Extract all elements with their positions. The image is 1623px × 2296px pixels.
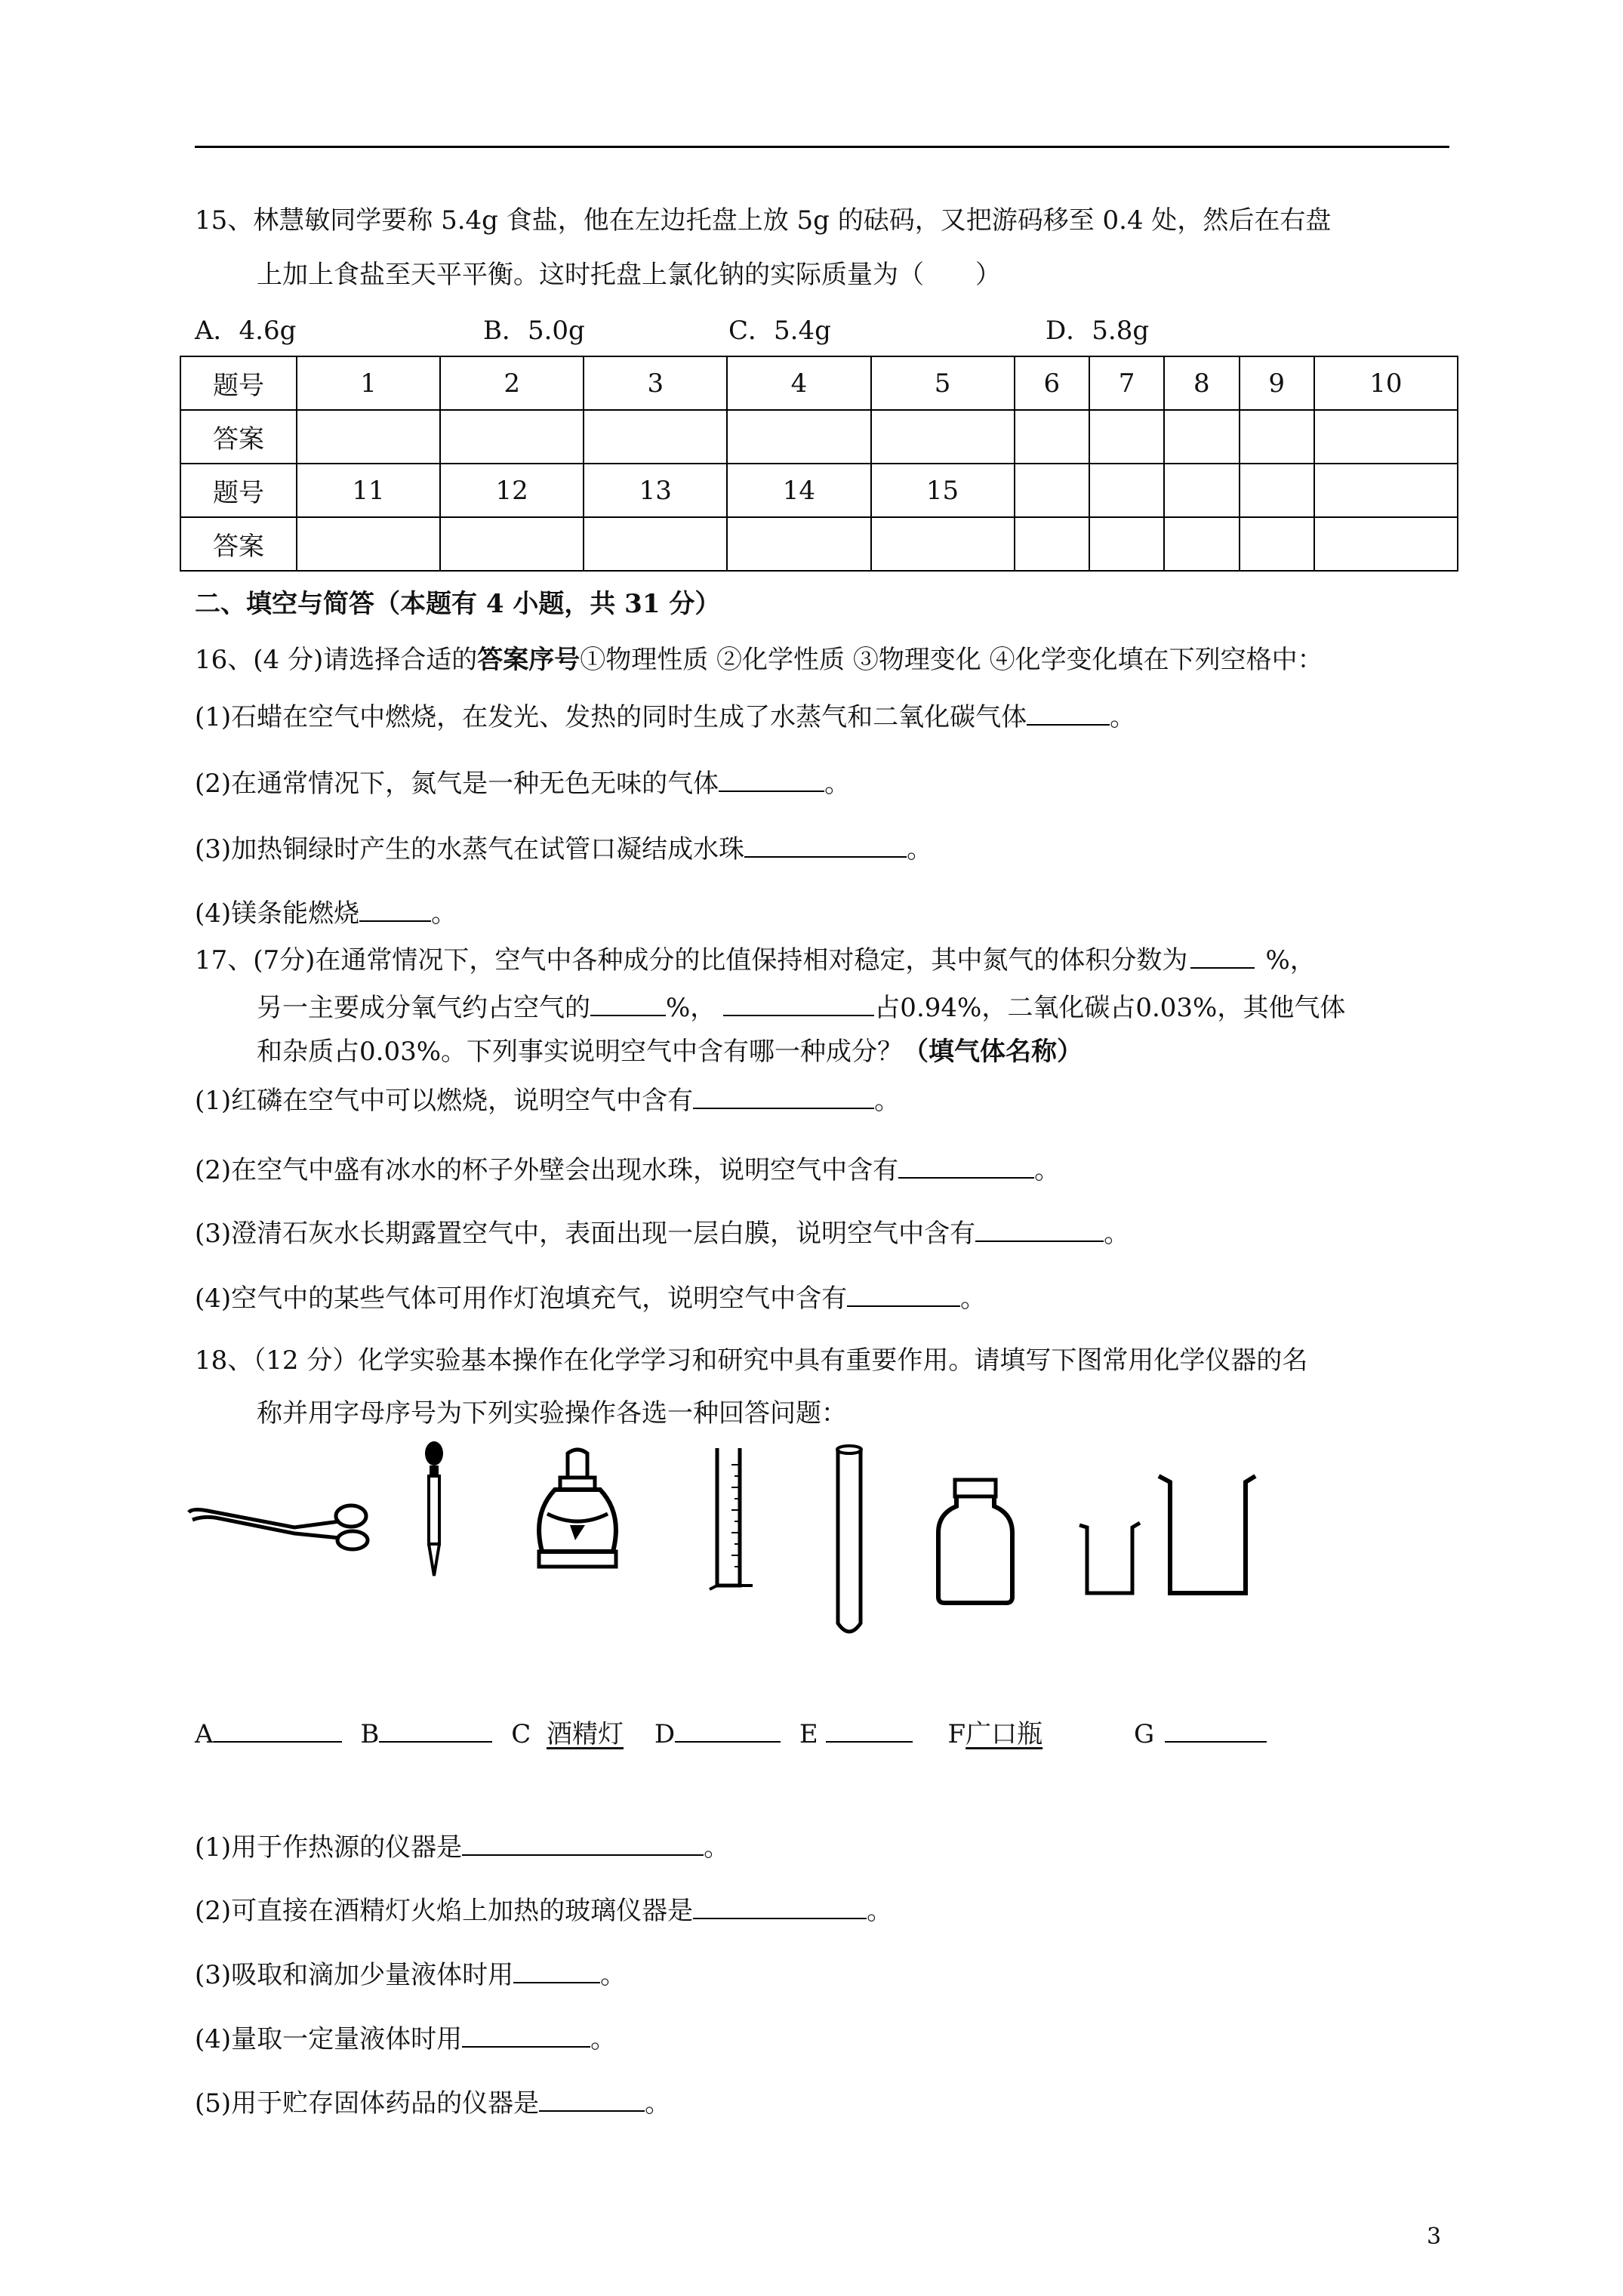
table-header-cell: 答案 — [180, 517, 297, 571]
graduated-cylinder-icon — [706, 1442, 759, 1601]
period: 。 — [590, 2024, 617, 2054]
answer-cell[interactable] — [1240, 517, 1314, 571]
answer-cell[interactable] — [1314, 410, 1458, 464]
q18-item-3 — [195, 1959, 626, 1992]
table-header-cell: 题号 — [180, 464, 297, 517]
q18-item-3-text: (3)吸取和滴加少量液体时用 — [195, 1960, 514, 1990]
period: 。 — [1110, 702, 1136, 732]
table-cell: 12 — [440, 464, 584, 517]
q17-blank-argon[interactable] — [723, 992, 874, 1016]
q18-item-5 — [195, 2087, 670, 2120]
table-cell: 14 — [727, 464, 870, 517]
table-cell: 11 — [297, 464, 440, 517]
answer-cell[interactable] — [1015, 410, 1089, 464]
table-cell: 1 — [297, 356, 440, 410]
q15-option-c: C．5.4g — [728, 316, 831, 346]
dropper-icon — [419, 1438, 449, 1578]
label-b: B — [360, 1719, 380, 1749]
label-c-name: 酒精灯 — [547, 1719, 624, 1749]
answer-cell[interactable] — [1089, 517, 1164, 571]
blank-e[interactable] — [826, 1718, 913, 1743]
table-cell: 5 — [871, 356, 1015, 410]
table-cell: 7 — [1089, 356, 1164, 410]
q17-blank-nitrogen[interactable] — [1190, 945, 1255, 969]
q17-item-2 — [195, 1154, 1060, 1187]
q18-blank-3[interactable] — [513, 1959, 600, 1983]
period: 。 — [960, 1284, 987, 1314]
answer-table — [180, 356, 1458, 572]
answer-cell[interactable] — [584, 410, 727, 464]
q15-option-d: D．5.8g — [1046, 316, 1150, 346]
table-cell: 15 — [871, 464, 1015, 517]
period: 。 — [824, 769, 851, 799]
q16-item-1-text: (1)石蜡在空气中燃烧，在发光、发热的同时生成了水蒸气和二氧化碳气体 — [195, 702, 1027, 732]
q15-line1: 15、林慧敏同学要称 5.4g 食盐，他在左边托盘上放 5g 的砝码，又把游码移至 0.4 处，然后在右盘 — [195, 205, 1332, 236]
answer-cell[interactable] — [727, 517, 870, 571]
table-cell — [1164, 464, 1239, 517]
q17-line2-text: 另一主要成分氧气约占空气的 — [257, 993, 590, 1023]
answer-cell[interactable] — [297, 517, 440, 571]
table-row — [180, 356, 1458, 410]
q15-line2: 上加上食盐至天平平衡。这时托盘上氯化钠的实际质量为（ ） — [257, 260, 1001, 290]
label-g: G — [1133, 1719, 1155, 1749]
q17-item-2-text: (2)在空气中盛有冰水的杯子外壁会出现水珠，说明空气中含有 — [195, 1155, 899, 1185]
q17-line1-text: 17、(7分)在通常情况下，空气中各种成分的比值保持相对稳定，其中氮气的体积分数为 — [195, 945, 1188, 975]
alcohol-lamp-icon — [528, 1446, 627, 1578]
q16-intro-bold: 答案序号 — [477, 645, 581, 675]
answer-cell[interactable] — [1164, 517, 1239, 571]
table-cell: 3 — [584, 356, 727, 410]
label-f-name: 广口瓶 — [965, 1719, 1043, 1749]
period: 。 — [867, 1896, 893, 1926]
answer-cell[interactable] — [1015, 517, 1089, 571]
q16-item-2-text: (2)在通常情况下，氮气是一种无色无味的气体 — [195, 769, 719, 799]
q18-line1: 18、（12 分）化学实验基本操作在化学学习和研究中具有重要作用。请填写下图常用化学仪器的名 — [195, 1345, 1308, 1376]
q17-percent: %， — [1265, 945, 1316, 975]
q16-item-3-text: (3)加热铜绿时产生的水蒸气在试管口凝结成水珠 — [195, 834, 745, 864]
answer-cell[interactable] — [871, 517, 1015, 571]
answer-cell[interactable] — [440, 517, 584, 571]
period: 。 — [600, 1960, 627, 1990]
q16-blank-1[interactable] — [1027, 701, 1110, 726]
period: 。 — [907, 834, 933, 864]
q18-blank-2[interactable] — [693, 1895, 867, 1919]
q16-item-4-text: (4)镁条能燃烧 — [195, 898, 360, 929]
blank-g[interactable] — [1165, 1718, 1267, 1743]
answer-cell[interactable] — [727, 410, 870, 464]
label-c: C — [511, 1719, 531, 1749]
q17-line3-bold: （填气体名称） — [903, 1037, 1083, 1067]
table-cell — [1314, 464, 1458, 517]
table-cell: 6 — [1015, 356, 1089, 410]
period: 。 — [645, 2088, 671, 2119]
section-title: 二、填空与简答（本题有 4 小题，共 31 分） — [195, 589, 721, 619]
q16-item-2 — [195, 767, 850, 800]
label-f: F — [947, 1719, 966, 1749]
q18-blank-5[interactable] — [539, 2088, 645, 2112]
table-cell — [1015, 464, 1089, 517]
q17-item-3 — [195, 1217, 1129, 1250]
crucible-tongs-icon — [185, 1491, 374, 1552]
q16-blank-2[interactable] — [719, 768, 824, 792]
answer-cell[interactable] — [1240, 410, 1314, 464]
q16-intro-options: ①物理性质 ②化学性质 ③物理变化 ④化学变化填在下列空格中： — [580, 645, 1323, 675]
q17-percent: %， — [666, 993, 716, 1023]
equipment-labels — [195, 1718, 1267, 1751]
table-cell: 13 — [584, 464, 727, 517]
blank-d[interactable] — [675, 1718, 781, 1743]
q17-item-3-text: (3)澄清石灰水长期露置空气中，表面出现一层白膜，说明空气中含有 — [195, 1219, 976, 1249]
table-cell: 8 — [1164, 356, 1239, 410]
q17-blank-2[interactable] — [898, 1154, 1034, 1179]
q17-line3-text: 和杂质占0.03%。下列事实说明空气中含有哪一种成分？ — [257, 1037, 904, 1067]
table-cell — [1240, 464, 1314, 517]
answer-cell[interactable] — [1164, 410, 1239, 464]
period: 。 — [1104, 1219, 1130, 1249]
beakers-icon — [1076, 1469, 1264, 1604]
q16-item-4 — [195, 897, 457, 930]
q18-item-4-text: (4)量取一定量液体时用 — [195, 2024, 463, 2054]
label-e: E — [799, 1719, 818, 1749]
q18-item-1 — [195, 1831, 729, 1864]
table-row — [180, 410, 1458, 464]
period: 。 — [704, 1832, 730, 1863]
q16-intro-text: 16、(4 分)请选择合适的 — [195, 645, 478, 675]
answer-cell[interactable] — [584, 517, 727, 571]
table-row — [180, 517, 1458, 571]
q18-item-2 — [195, 1894, 892, 1928]
answer-cell[interactable] — [1089, 410, 1164, 464]
q17-line2 — [257, 991, 1345, 1025]
q16-blank-3[interactable] — [744, 834, 907, 858]
table-cell: 9 — [1240, 356, 1314, 410]
q17-item-1 — [195, 1084, 900, 1117]
blank-b[interactable] — [379, 1718, 492, 1743]
label-d: D — [654, 1719, 676, 1749]
table-header-cell: 答案 — [180, 410, 297, 464]
q17-line2-rest: 占0.94%，二氧化碳占0.03%，其他气体 — [874, 993, 1346, 1023]
q17-line1 — [195, 944, 1316, 977]
q18-item-1-text: (1)用于作热源的仪器是 — [195, 1832, 463, 1863]
table-cell: 4 — [727, 356, 870, 410]
q16-intro — [195, 643, 1323, 676]
table-cell: 10 — [1314, 356, 1458, 410]
period: 。 — [1034, 1155, 1061, 1185]
q18-blank-1[interactable] — [462, 1832, 704, 1856]
q16-item-1 — [195, 701, 1135, 734]
page-number: 3 — [1427, 2224, 1442, 2250]
q17-item-4 — [195, 1282, 986, 1315]
label-a: A — [195, 1719, 214, 1749]
q17-item-4-text: (4)空气中的某些气体可用作灯泡填充气，说明空气中含有 — [195, 1284, 848, 1314]
period: 。 — [874, 1086, 901, 1116]
wide-mouth-bottle-icon — [932, 1476, 1019, 1608]
q15-option-a: A．4.6g — [195, 316, 297, 346]
q16-blank-4[interactable] — [359, 898, 431, 922]
q17-blank-4[interactable] — [847, 1283, 960, 1307]
q18-blank-4[interactable] — [462, 2023, 590, 2048]
answer-cell[interactable] — [440, 410, 584, 464]
q17-item-1-text: (1)红磷在空气中可以燃烧，说明空气中含有 — [195, 1086, 694, 1116]
header-rule — [195, 146, 1449, 148]
q18-item-2-text: (2)可直接在酒精灯火焰上加热的玻璃仪器是 — [195, 1896, 694, 1926]
blank-a[interactable] — [214, 1718, 342, 1743]
table-row — [180, 464, 1458, 517]
test-tube-icon — [830, 1442, 868, 1642]
table-cell: 2 — [440, 356, 584, 410]
q17-blank-1[interactable] — [693, 1085, 874, 1109]
table-header-cell: 题号 — [180, 356, 297, 410]
answer-cell[interactable] — [297, 410, 440, 464]
q18-line2: 称并用字母序号为下列实验操作各选一种回答问题： — [257, 1398, 847, 1428]
q17-blank-oxygen[interactable] — [590, 992, 666, 1016]
answer-cell[interactable] — [1314, 517, 1458, 571]
period: 。 — [431, 898, 457, 929]
q18-item-5-text: (5)用于贮存固体药品的仪器是 — [195, 2088, 540, 2119]
answer-cell[interactable] — [871, 410, 1015, 464]
q17-line3 — [257, 1035, 1083, 1068]
q18-item-4 — [195, 2023, 616, 2056]
q17-blank-3[interactable] — [975, 1218, 1104, 1242]
q15-option-b: B．5.0g — [483, 316, 585, 346]
q16-item-3 — [195, 833, 932, 866]
table-cell — [1089, 464, 1164, 517]
